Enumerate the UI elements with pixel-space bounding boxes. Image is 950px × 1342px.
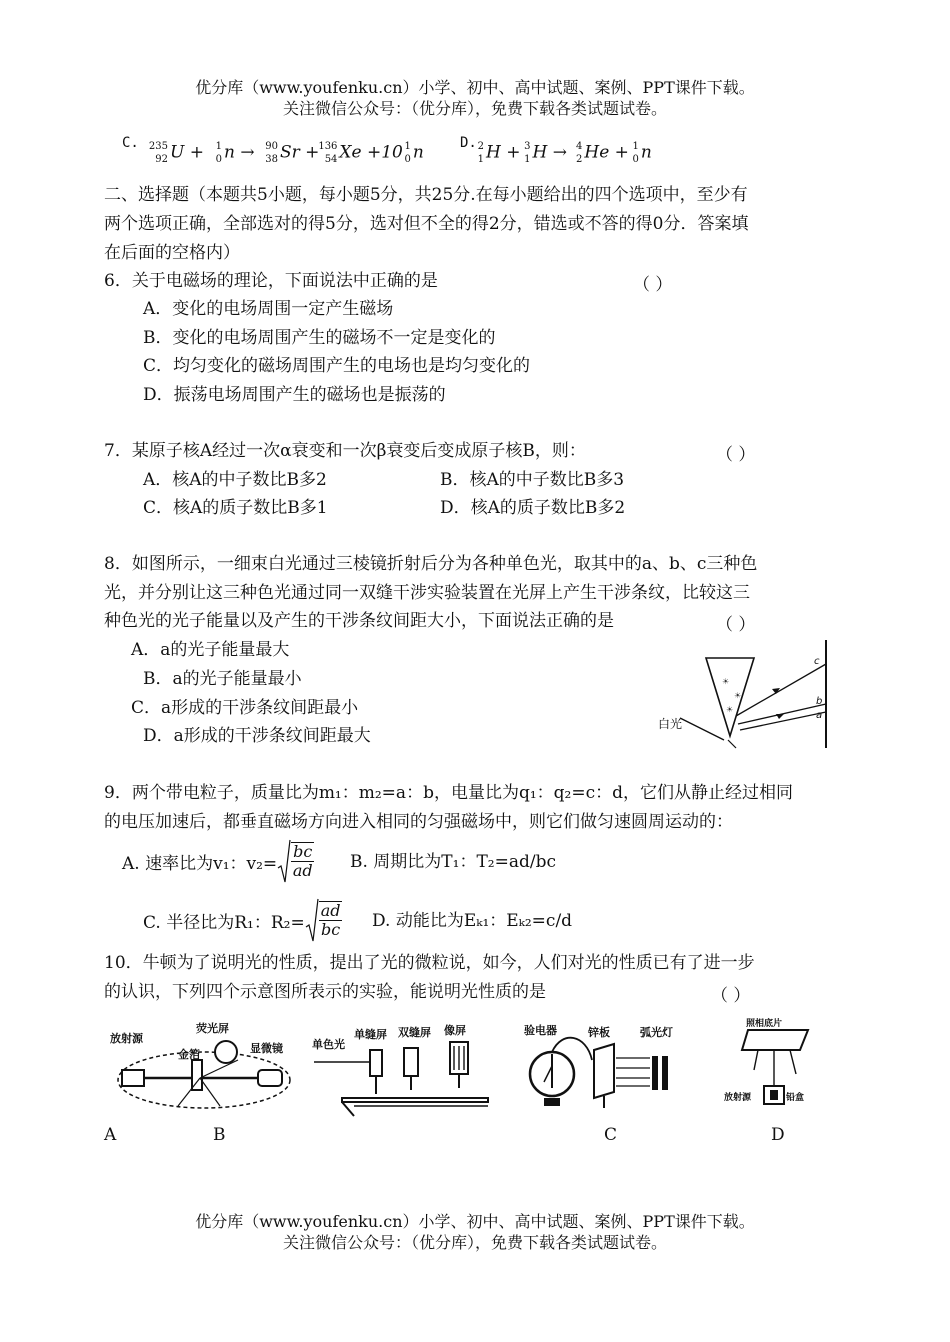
alpha-scattering-figure [108,1016,308,1116]
q9-option-a [122,838,314,884]
q10-label-c: C [604,1125,618,1145]
figB-single-label: 单缝屏 [354,1028,387,1041]
q6-option-b: B．变化的电场周围产生的磁场不一定是变化的 [143,328,496,348]
q8-option-a: A．a的光子能量最大 [131,640,290,660]
q8-option-c: C．a形成的干涉条纹间距最小 [131,698,359,718]
q7-option-a: A．核A的中子数比B多2 [143,470,327,490]
photoelectric-figure [522,1020,702,1112]
header-line-2: 关注微信公众号：（优分库），免费下载各类试题试卷。 [282,99,667,118]
q5-option-c-equation: 235 92 U + 1 0 n → 90 38 Sr + 136 54 Xe +10 1 0 n [148,141,424,165]
q8-answer-paren: （ ） [716,615,756,635]
q9-option-a-prefix: A. 速率比为v₁：v₂= [122,853,278,874]
section2-line-1: 二、选择题（本题共5小题，每小题5分，共25分.在每小题给出的四个选项中，至少有 [104,185,748,205]
q6-option-d: D．振荡电场周围产生的磁场也是振荡的 [143,385,446,405]
q9-line-1: 9．两个带电粒子，质量比为m₁：m₂=a：b，电量比为q₁：q₂=c：d，它们从静止经过相同 [104,783,793,803]
svg-text:☀: ☀ [722,677,730,686]
q9-option-a-numerator: bc [293,842,313,861]
figC-electroscope-label: 验电器 [524,1024,557,1037]
white-light-ray [680,718,724,740]
figB-double-label: 双缝屏 [398,1026,431,1039]
figD-box-label: 铅盒 [786,1093,805,1103]
q7-option-b: B．核A的中子数比B多3 [440,470,625,490]
q7-option-d: D．核A的质子数比B多2 [440,498,626,518]
q9-option-c-numerator: ad [320,901,341,920]
figA-screen-label: 荧光屏 [196,1022,229,1035]
q5-option-d-label: D. [460,135,477,151]
zinc-plate [594,1044,614,1098]
q9-option-a-denominator: ad [292,861,313,880]
photographic-film [742,1030,808,1050]
q6-option-c: C．均匀变化的磁场周围产生的电场也是均匀变化的 [143,356,531,376]
double-slit-screen [404,1048,418,1076]
q9-option-b: B. 周期比为T₁：T₂=ad/bc [350,852,557,872]
microscope [258,1070,282,1086]
q7-answer-paren: （ ） [716,445,756,465]
q10-line-1: 10．牛顿为了说明光的性质，提出了光的微粒说，如今，人们对光的性质已有了进一步 [104,953,755,973]
q9-line-2: 的电压加速后，都垂直磁场方向进入相同的匀强磁场中，则它们做匀速圆周运动的： [104,812,733,832]
header-line-1: 优分库（www.youfenku.cn）小学、初中、高中试题、案例、PPT课件下载。 [195,78,755,97]
q10-label-b: B [213,1125,226,1145]
footer-line-2: 关注微信公众号：（优分库），免费下载各类试题试卷。 [282,1233,667,1252]
section2-line-2: 两个选项正确，全部选对的得5分，选对但不全的得2分，错选或不答的得0分．答案填 [104,214,749,234]
figD-source-label: 放射源 [724,1093,752,1103]
q5-option-d-equation: 2 1 H + 3 1 H → 4 2 He + 1 0 n [477,141,652,165]
figB-image-label: 像屏 [444,1024,466,1037]
ray-b-label: b [816,696,823,707]
figA-foil-label: 金箔 [178,1048,200,1061]
white-light-label: 白光 [658,717,683,731]
ray-c-label: c [814,656,820,667]
q10-answer-paren: （ ） [711,986,751,1006]
radiation-film-figure [724,1016,824,1116]
figC-zinc-label: 锌板 [588,1026,610,1039]
ray-a-label: a [816,710,823,721]
q6-option-a: A．变化的电场周围一定产生磁场 [143,299,394,319]
arc-lamp [652,1056,658,1090]
q6-answer-paren: （ ） [633,275,673,295]
svg-text:☀: ☀ [734,691,742,700]
q7-stem: 7．某原子核A经过一次α衰变和一次β衰变后变成原子核B，则： [104,441,586,461]
q8-line-1: 8．如图所示，一细束白光通过三棱镜折射后分为各种单色光，取其中的a、b、c三种色 [104,554,758,574]
q9-option-d: D. 动能比为Eₖ₁：Eₖ₂=c/d [372,911,573,931]
q10-line-2: 的认识，下列四个示意图所表示的实验，能说明光性质的是 [104,982,546,1002]
q8-option-b: B．a的光子能量最小 [143,669,302,689]
q9-option-c-prefix: C. 半径比为R₁：R₂= [143,912,305,933]
double-slit-figure [312,1018,492,1118]
q5-option-c-label: C. [122,135,139,151]
figA-source-label: 放射源 [110,1032,143,1045]
figD-film-label: 照相底片 [746,1019,783,1029]
svg-text:☀: ☀ [726,705,734,714]
q8-option-d: D．a形成的干涉条纹间距最大 [143,726,371,746]
prism-dispersion-figure [650,636,835,754]
radioactive-source [122,1070,144,1086]
figA-scope-label: 显微镜 [250,1042,283,1055]
q7-option-c: C．核A的质子数比B多1 [143,498,328,518]
q6-stem: 6．关于电磁场的理论，下面说法中正确的是 [104,271,438,291]
single-slit-screen [370,1050,382,1076]
q8-line-2: 光，并分别让这三种色光通过同一双缝干涉实验装置在光屏上产生干涉条纹，比较这三 [104,583,750,603]
fluorescent-screen [215,1041,237,1063]
q10-label-a: A [104,1125,117,1145]
figC-arc-label: 弧光灯 [640,1026,673,1039]
q9-option-c-denominator: bc [320,920,341,939]
triangular-prism [706,658,754,736]
q9-option-c [143,897,342,943]
figB-light-label: 单色光 [312,1038,345,1051]
q10-label-d: D [771,1125,785,1145]
q8-line-3: 种色光的光子能量以及产生的干涉条纹间距大小，下面说法正确的是 [104,611,614,631]
section2-line-3: 在后面的空格内） [104,243,240,263]
footer-line-1: 优分库（www.youfenku.cn）小学、初中、高中试题、案例、PPT课件下载。 [195,1212,755,1231]
